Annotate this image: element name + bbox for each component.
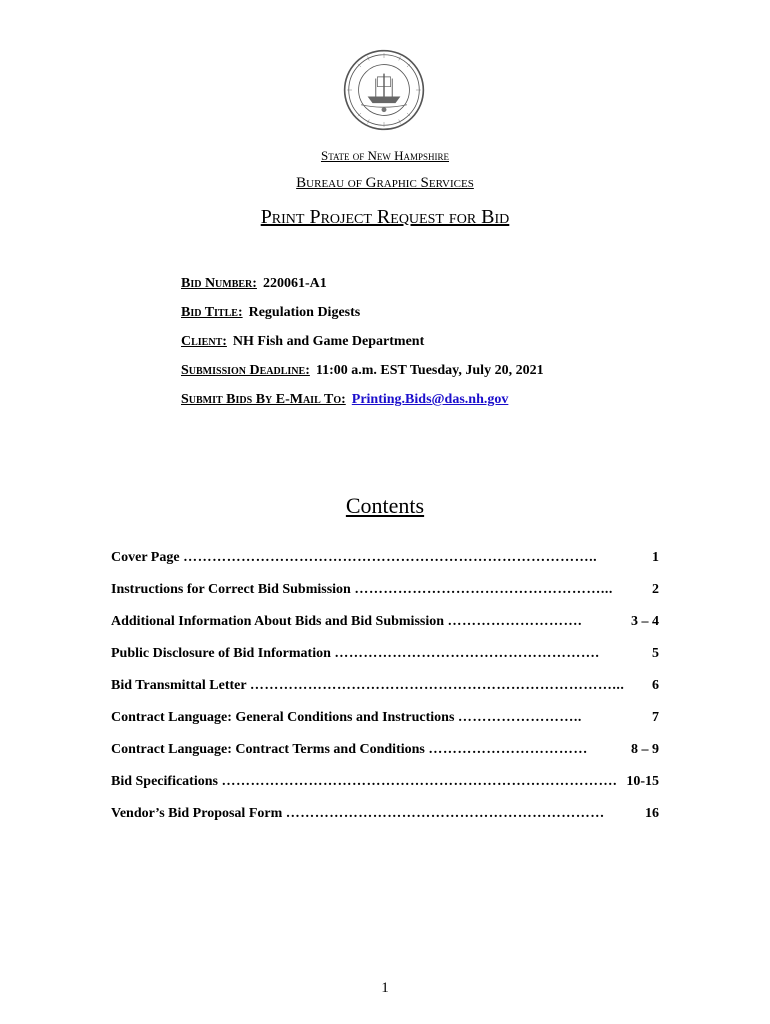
document-title: Print Project Request for Bid: [260, 206, 510, 228]
toc-entry-text: [111, 678, 624, 694]
toc-entry-page: 8 – 9: [631, 742, 659, 757]
toc-entry-text: [111, 806, 605, 822]
toc-entry-page: 2: [652, 582, 659, 597]
toc-entry-text: [111, 742, 588, 758]
toc-entry-title: Bid Transmittal Letter: [111, 678, 247, 693]
toc-entry-page: 6: [652, 678, 659, 693]
contents-heading: Contents: [345, 493, 425, 518]
toc-entry-title: Public Disclosure of Bid Information: [111, 646, 331, 661]
toc-entry-leader: ……………………………………………...: [354, 582, 613, 597]
submission-deadline: [181, 363, 544, 379]
submit-email: [181, 392, 508, 408]
bid-title-value: Regulation Digests: [248, 305, 361, 320]
toc-entry-page: 10-15: [626, 774, 659, 789]
toc-entry-text: [111, 774, 617, 790]
bid-number: [181, 276, 327, 292]
toc-entry-leader: …………………………………………………………………………..: [183, 550, 598, 565]
toc-entry-public-disclosure[interactable]: [111, 646, 659, 666]
toc-entry-vendor-bid-proposal-form[interactable]: [111, 806, 659, 826]
toc-entry-cover-page[interactable]: [111, 550, 659, 570]
toc-entry-leader: ……………………..: [457, 710, 582, 725]
toc-entry-bid-specifications[interactable]: [111, 774, 659, 794]
toc-entry-title: Contract Language: Contract Terms and Conditions: [111, 742, 425, 757]
submission-deadline-value: 11:00 a.m. EST Tuesday, July 20, 2021: [315, 363, 544, 378]
toc-entry-text: [111, 614, 582, 630]
toc-entry-text: [111, 550, 597, 566]
client-value: NH Fish and Game Department: [232, 334, 425, 349]
toc-entry-contract-terms[interactable]: [111, 742, 659, 762]
toc-entry-page: 7: [652, 710, 659, 725]
bid-title: [181, 305, 360, 321]
toc-entry-title: Instructions for Correct Bid Submission: [111, 582, 351, 597]
client-label: Client:: [181, 334, 227, 349]
toc-entry-leader: ……………………………………………….: [334, 646, 600, 661]
toc-entry-title: Bid Specifications: [111, 774, 218, 789]
toc-entry-bid-transmittal-letter[interactable]: [111, 678, 659, 698]
client: [181, 334, 424, 350]
toc-entry-leader: …………………………………………………………………...: [249, 678, 625, 693]
toc-entry-title: Additional Information About Bids and Bid Submission: [111, 614, 445, 629]
bureau-name: Bureau of Graphic Services: [296, 175, 474, 191]
toc-entry-text: [111, 646, 599, 662]
toc-entry-text: [111, 582, 613, 598]
toc-entry-title: Vendor’s Bid Proposal Form: [111, 806, 283, 821]
state-name: State of New Hampshire: [320, 148, 450, 163]
page-number: 1: [381, 980, 389, 996]
toc-entry-leader: …………………………………………………………: [285, 806, 605, 821]
toc-entry-page: 5: [652, 646, 659, 661]
toc-entry-title: Contract Language: General Conditions and Instructions: [111, 710, 455, 725]
bid-title-label: Bid Title:: [181, 305, 243, 320]
submission-deadline-label: Submission Deadline:: [181, 363, 310, 378]
toc-entry-additional-information[interactable]: [111, 614, 659, 634]
toc-entry-page: 3 – 4: [631, 614, 659, 629]
toc-entry-title: Cover Page: [111, 550, 180, 565]
new-hampshire-state-seal-icon: [343, 49, 425, 131]
submit-email-label: Submit Bids By E-Mail To:: [181, 392, 346, 407]
toc-entry-instructions[interactable]: [111, 582, 659, 602]
bid-number-label: Bid Number:: [181, 276, 257, 291]
toc-entry-general-conditions[interactable]: [111, 710, 659, 730]
toc-entry-leader: ……………………………………………………………………….: [221, 774, 617, 789]
submit-email-link[interactable]: Printing.Bids@das.nh.gov: [351, 392, 509, 407]
toc-entry-page: 1: [652, 550, 659, 565]
toc-entry-leader: ……………………….: [447, 614, 583, 629]
toc-entry-leader: ……………………………: [428, 742, 588, 757]
toc-entry-text: [111, 710, 582, 726]
toc-entry-page: 16: [645, 806, 659, 821]
bid-number-value: 220061-A1: [262, 276, 327, 291]
